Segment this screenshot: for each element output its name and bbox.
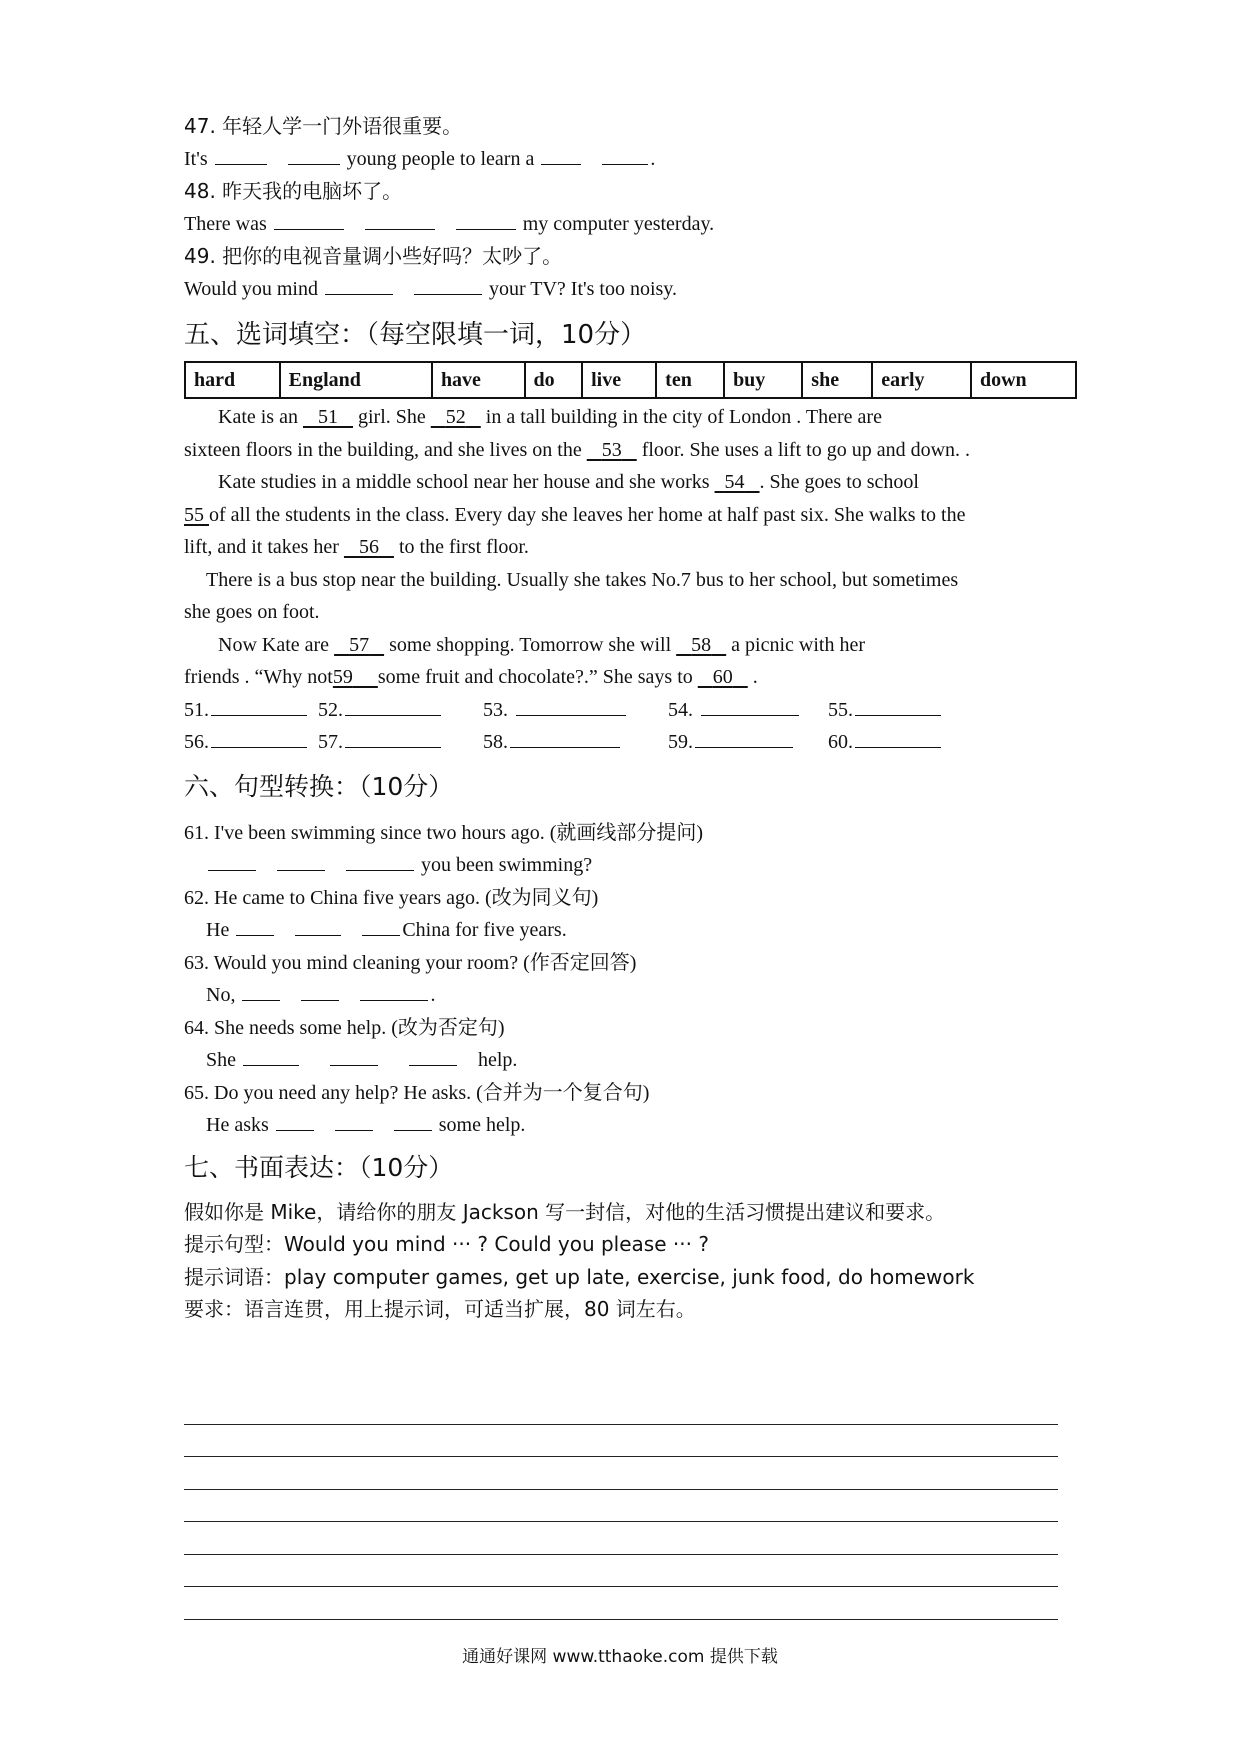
writing-requirements: 要求：语言连贯，用上提示词，可适当扩展，80 词左右。	[184, 1297, 696, 1321]
answer-cell	[483, 694, 668, 727]
q65-post: some help.	[438, 1114, 526, 1136]
word-bank-cell: early	[872, 362, 971, 398]
q48-blank-3[interactable]	[456, 209, 516, 230]
writing-line[interactable]	[184, 1587, 1058, 1620]
q64-blank-2[interactable]	[330, 1045, 378, 1066]
blank-57[interactable]	[334, 634, 384, 656]
answer-label: 60.	[828, 731, 853, 753]
q64-blank-3[interactable]	[409, 1045, 457, 1066]
passage-line	[184, 531, 1074, 564]
blank-number: 52	[445, 406, 466, 428]
passage-text: girl. She	[357, 406, 426, 428]
section5-title: 五、选词填空：（每空限填一词，10分）	[184, 320, 647, 350]
blank-58[interactable]	[676, 634, 726, 656]
q63-blank-1[interactable]	[242, 980, 280, 1001]
q47-post: young people to learn a	[346, 147, 535, 170]
answer-cell	[184, 694, 318, 727]
q49-post: your TV? It's too noisy.	[488, 277, 677, 300]
writing-line[interactable]	[184, 1457, 1058, 1490]
q64-post: help.	[478, 1049, 518, 1071]
q61-post: you been swimming?	[421, 854, 593, 876]
q47-blank-1[interactable]	[215, 144, 267, 165]
q62-blank-3[interactable]	[362, 915, 400, 936]
q48-blank-1[interactable]	[274, 209, 344, 230]
q63-blank-3[interactable]	[360, 980, 428, 1001]
q47-blank-2[interactable]	[288, 144, 340, 165]
answer-label: 52.	[318, 698, 343, 721]
passage-line	[184, 466, 1074, 499]
answer-blank[interactable]	[701, 695, 799, 716]
q64-question: 64. She needs some help. (改为否定句)	[184, 1016, 505, 1039]
q63-pre: No,	[206, 984, 236, 1006]
q49-pre: Would you mind	[184, 277, 318, 300]
q61-blank-1[interactable]	[208, 850, 256, 871]
passage-text: some shopping. Tomorrow she will	[389, 633, 672, 656]
passage-text: lift, and it takes her	[184, 536, 339, 558]
passage-text: There is a bus stop near the building. Usually she takes No.7 bus to her school, but sometimes	[206, 568, 959, 591]
answer-cell	[828, 694, 943, 727]
blank-number: 55	[184, 503, 204, 526]
word-bank-cell: hard	[185, 362, 280, 398]
passage-text: sixteen floors in the building, and she lives on the	[184, 438, 582, 461]
q63-post: .	[430, 984, 436, 1006]
q47-answer	[184, 143, 1074, 176]
passage-text: friends . “Why not	[184, 666, 333, 688]
blank-number: 51	[317, 406, 338, 428]
blank-number: 54	[724, 471, 745, 493]
writing-line[interactable]	[184, 1425, 1058, 1458]
answer-label: 51.	[184, 698, 209, 721]
q63-answer	[184, 979, 1074, 1012]
answer-label: 54.	[668, 698, 693, 721]
section7-title: 七、书面表达：（10分）	[184, 1152, 454, 1182]
answer-blank[interactable]	[516, 695, 626, 716]
q61-answer	[184, 849, 1074, 882]
blank-54[interactable]	[715, 471, 760, 493]
answer-label: 59.	[668, 731, 693, 753]
writing-task: 假如你是 Mike，请给你的朋友 Jackson 写一封信，对他的生活习惯提出建议和要求。	[184, 1199, 946, 1224]
q61-question: 61. I've been swimming since two hours ago. (就画线部分提问)	[184, 821, 704, 844]
answer-row-1	[184, 694, 1074, 727]
q65-pre: He asks	[206, 1114, 269, 1136]
blank-59[interactable]	[333, 666, 378, 688]
passage-line	[184, 499, 1074, 532]
passage-line	[184, 596, 1074, 629]
q47-prompt: 47. 年轻人学一门外语很重要。	[184, 114, 463, 138]
answer-label: 56.	[184, 731, 209, 753]
q47-end: .	[650, 147, 656, 170]
passage-text: Now Kate are	[218, 633, 330, 656]
writing-sentence-hints: 提示句型：Would you mind ··· ? Could you please ··· ?	[184, 1232, 709, 1256]
answer-cell	[318, 726, 483, 759]
blank-number: 60	[712, 666, 733, 688]
q65-answer	[184, 1109, 1074, 1142]
answer-row-2	[184, 726, 1074, 759]
word-bank-cell: do	[525, 362, 583, 398]
writing-word-hints: 提示词语：play computer games, get up late, exercise, junk food, do homework	[184, 1264, 975, 1289]
answer-label: 55.	[828, 698, 853, 721]
answer-cell	[184, 726, 318, 759]
answer-cell	[318, 694, 483, 727]
answer-label: 53.	[483, 698, 508, 721]
writing-line[interactable]	[184, 1522, 1058, 1555]
q65-question: 65. Do you need any help? He asks. (合并为一个复合句)	[184, 1081, 650, 1104]
passage-text: .	[752, 666, 758, 688]
writing-area[interactable]	[184, 1392, 1058, 1620]
q63-blank-2[interactable]	[301, 980, 339, 1001]
q47-blank-4[interactable]	[602, 144, 648, 165]
blank-53[interactable]	[587, 439, 637, 461]
q64-blank-1[interactable]	[243, 1045, 299, 1066]
passage-text: in a tall building in the city of London . There are	[485, 406, 882, 428]
writing-line[interactable]	[184, 1490, 1058, 1523]
writing-line[interactable]	[184, 1392, 1058, 1425]
passage-line	[184, 661, 1074, 694]
q48-pre: There was	[184, 212, 267, 235]
word-bank-cell: have	[432, 362, 525, 398]
answer-label: 57.	[318, 731, 343, 753]
word-bank-cell: England	[280, 362, 432, 398]
blank-55[interactable]	[184, 504, 209, 526]
q62-answer	[184, 914, 1074, 947]
blank-number: 59	[332, 666, 353, 688]
blank-number: 58	[691, 633, 712, 656]
blank-number: 56	[358, 536, 379, 558]
q62-post: China for five years.	[402, 919, 567, 941]
passage-text: of all the students in the class. Every day she leaves her home at half past six. She walks to the	[209, 503, 966, 526]
q48-blank-2[interactable]	[365, 209, 435, 230]
answer-blank[interactable]	[695, 727, 793, 748]
q62-blank-1[interactable]	[236, 915, 274, 936]
answer-cell	[668, 726, 828, 759]
answer-blank[interactable]	[855, 727, 941, 748]
word-bank-cell: buy	[724, 362, 802, 398]
q47-pre: It's	[184, 147, 208, 170]
q63-question: 63. Would you mind cleaning your room? (作否定回答)	[184, 951, 637, 974]
passage-text: Kate is an	[218, 406, 298, 428]
blank-number: 53	[601, 438, 622, 461]
blank-56[interactable]	[344, 536, 394, 558]
q48-answer	[184, 208, 1074, 241]
passage-text: to the first floor.	[398, 536, 529, 558]
word-bank-cell: down	[971, 362, 1076, 398]
word-bank-cell: ten	[656, 362, 724, 398]
word-bank-cell: live	[582, 362, 656, 398]
exam-page	[184, 110, 1074, 1326]
q62-blank-2[interactable]	[295, 915, 341, 936]
passage-line	[184, 401, 1074, 434]
q64-pre: She	[206, 1049, 236, 1071]
q65-blank-1[interactable]	[276, 1110, 314, 1131]
passage-line	[184, 564, 1074, 597]
answer-blank[interactable]	[211, 727, 307, 748]
answer-blank[interactable]	[345, 695, 441, 716]
passage-text: a picnic with her	[731, 633, 866, 656]
passage-text: . She goes to school	[759, 471, 919, 493]
q61-blank-2[interactable]	[277, 850, 325, 871]
passage-text: floor. She uses a lift to go up and down. .	[641, 438, 971, 461]
section6-title: 六、句型转换：（10分）	[184, 771, 454, 801]
answer-blank[interactable]	[211, 695, 307, 716]
q48-post: my computer yesterday.	[522, 212, 715, 235]
q65-blank-2[interactable]	[335, 1110, 373, 1131]
page-footer: 通通好课网 www.tthaoke.com 提供下载	[462, 1647, 778, 1667]
q49-blank-1[interactable]	[325, 274, 393, 295]
answer-cell	[828, 726, 943, 759]
q62-question: 62. He came to China five years ago. (改为同义句)	[184, 886, 599, 909]
q49-prompt: 49. 把你的电视音量调小些好吗？太吵了。	[184, 244, 563, 268]
writing-line[interactable]	[184, 1555, 1058, 1588]
q64-answer	[184, 1044, 1074, 1077]
answer-label: 58.	[483, 731, 508, 753]
word-bank-cell: she	[802, 362, 872, 398]
blank-51[interactable]	[303, 406, 353, 428]
q62-pre: He	[206, 919, 230, 941]
answer-blank[interactable]	[345, 727, 441, 748]
answer-blank[interactable]	[855, 695, 941, 716]
q47-blank-3[interactable]	[541, 144, 581, 165]
passage-text: some fruit and chocolate?.” She says to	[377, 666, 693, 688]
passage-text: Kate studies in a middle school near her house and she works	[218, 471, 710, 493]
answer-blank[interactable]	[510, 727, 620, 748]
passage-line	[184, 434, 1074, 467]
q48-prompt: 48. 昨天我的电脑坏了。	[184, 179, 403, 203]
answer-cell	[668, 694, 828, 727]
blank-60[interactable]	[698, 666, 748, 688]
passage-line	[184, 629, 1074, 662]
word-bank-table	[184, 361, 1077, 399]
q65-blank-3[interactable]	[394, 1110, 432, 1131]
passage-text: she goes on foot.	[184, 601, 320, 623]
q49-answer	[184, 273, 1074, 306]
q61-blank-3[interactable]	[346, 850, 414, 871]
blank-52[interactable]	[431, 406, 481, 428]
q49-blank-2[interactable]	[414, 274, 482, 295]
answer-cell	[483, 726, 668, 759]
blank-number: 57	[349, 633, 370, 656]
